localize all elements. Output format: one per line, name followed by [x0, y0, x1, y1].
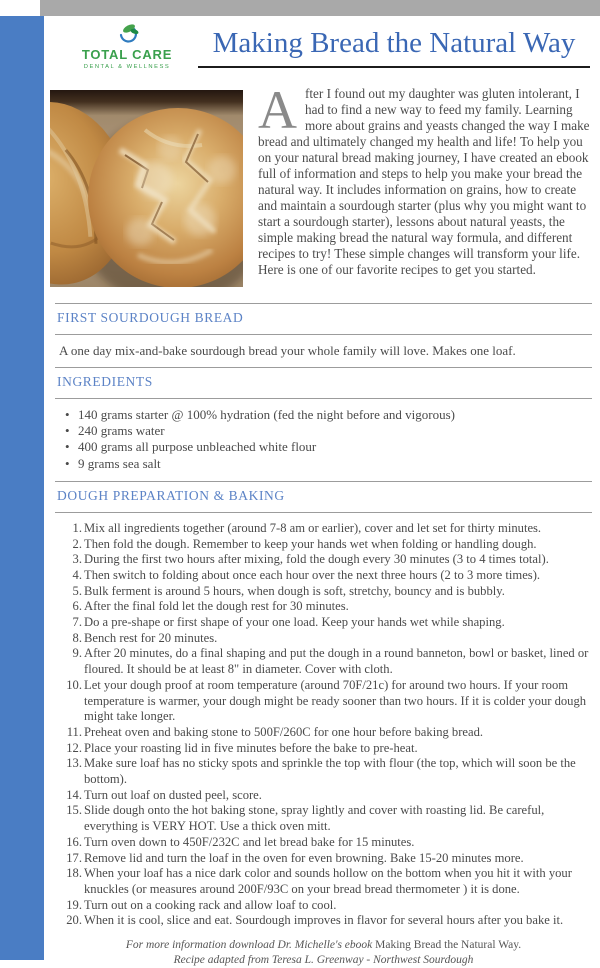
logo-name: TOTAL CARE [81, 47, 173, 62]
step-item [55, 678, 592, 725]
step-item [55, 568, 592, 584]
step-number: 19. [66, 897, 82, 912]
step-number: 16. [66, 834, 82, 849]
step-text: Turn out loaf on dusted peel, score. [84, 787, 262, 802]
step-item [55, 756, 592, 787]
step-item [55, 803, 592, 834]
step-item [55, 615, 592, 631]
step-number: 8. [72, 630, 82, 645]
step-item [55, 599, 592, 615]
step-text: After 20 minutes, do a final shaping and put the dough in a round banneton, bowl or basket, lined or floured. It should be at least 8" in diameter. Cover with cloth. [84, 646, 589, 677]
recipe-description: A one day mix-and-bake sourdough bread your whole family will love. Makes one loaf. [59, 343, 516, 358]
top-gray-strip [40, 0, 600, 16]
page-title: Making Bread the Natural Way [198, 26, 590, 68]
ingredient-item: • 400 grams all purpose unbleached white flour [55, 439, 592, 455]
ingredient-item: • 9 grams sea salt [55, 456, 592, 472]
step-item [55, 898, 592, 914]
step-number: 12. [66, 740, 82, 755]
step-item [55, 584, 592, 600]
step-number: 10. [66, 677, 82, 692]
divider [55, 398, 592, 399]
step-number: 17. [66, 850, 82, 865]
step-item [55, 851, 592, 867]
step-item [55, 521, 592, 537]
step-number: 1. [72, 520, 82, 535]
step-text: Do a pre-shape or first shape of your one load. Keep your hands wet while shaping. [84, 615, 505, 630]
footer [55, 938, 592, 968]
step-item [55, 835, 592, 851]
step-item [55, 537, 592, 553]
divider [55, 334, 592, 335]
divider [55, 303, 592, 304]
footer-line1 [55, 938, 592, 953]
step-text: During the first two hours after mixing, fold the dough every 30 minutes (3 to 4 times total). [84, 552, 549, 567]
step-text: Then switch to folding about once each hour over the next three hours (2 to 3 more times). [84, 567, 541, 582]
ingredients-section-title: INGREDIENTS [57, 374, 153, 389]
step-item [55, 741, 592, 757]
step-number: 4. [72, 567, 82, 582]
intro-text: fter I found out my daughter was gluten intolerant, I had to find a new way to feed my family. Learning more about grains and yeasts changed the way I make bread and ultimately changed my health and life! To help you on your natural bread making journey, I have created an ebook full of information and steps to help you make your bread the natural way. It includes information on grains, how to create and maintain a sourdough starter (plus why you might want to start a sourdough starter), lessons about natural yeasts, the simple making bread the natural way formula, and different recipes to try! These simple changes will transform your life. Here is one of our favorite recipes to get you started. [258, 86, 590, 277]
step-text: Mix all ingredients together (around 7-8 am or earlier), cover and let set for thirty minutes. [84, 520, 542, 535]
divider [55, 481, 592, 482]
ingredients-list [55, 407, 592, 472]
ingredient-item: • 240 grams water [55, 423, 592, 439]
left-accent-bar [0, 16, 44, 960]
step-number: 20. [66, 913, 82, 928]
logo [60, 22, 194, 70]
step-text: Bulk ferment is around 5 hours, when dough is soft, stretchy, bouncy and is bubbly. [84, 583, 505, 598]
footer-line2: Recipe adapted from Teresa L. Greenway - Northwest Sourdough [173, 954, 474, 967]
step-text: Let your dough proof at room temperature (around 70F/21c) for around two hours. If your room temperature is warmer, your dough might be ready sooner than two hours. If it is colder your dough might take longer. [84, 677, 587, 724]
intro-dropcap: A [258, 80, 297, 140]
step-number: 14. [66, 787, 82, 802]
step-text: Place your roasting lid in five minutes before the bake to pre-heat. [84, 740, 418, 755]
step-text: Remove lid and turn the loaf in the oven for even browning. Bake 15-20 minutes more. [84, 850, 524, 865]
step-number: 5. [72, 583, 82, 598]
intro-paragraph [258, 80, 592, 278]
footer-line1-italic: For more information download Dr. Michelle's ebook [125, 939, 373, 952]
step-item [55, 866, 592, 897]
step-item [55, 631, 592, 647]
step-number: 2. [72, 536, 82, 551]
leaf-swoosh-icon [112, 22, 142, 46]
step-text: After the final fold let the dough rest for 30 minutes. [84, 599, 349, 614]
step-text: When your loaf has a nice dark color and sounds hollow on the bottom when you hit it with your knuckles (or measures around 200F/93C on your bread bread thermometer ) it is done. [84, 866, 572, 896]
step-item [55, 913, 592, 929]
step-text: Turn out on a cooking rack and allow loaf to cool. [84, 897, 337, 912]
step-number: 18. [66, 866, 82, 881]
steps-list [55, 521, 592, 929]
step-number: 7. [72, 615, 82, 630]
logo-tagline: DENTAL & WELLNESS [83, 64, 171, 70]
step-text: Slide dough onto the hot baking stone, spray lightly and cover with roasting lid. Be careful, everything is VERY HOT. Use a thick oven mitt. [84, 803, 545, 834]
step-text: Bench rest for 20 minutes. [84, 630, 218, 645]
ingredient-item: • 140 grams starter @ 100% hydration (fed the night before and vigorous) [55, 407, 592, 423]
divider [55, 512, 592, 513]
bread-photo [50, 90, 243, 287]
step-number: 11. [66, 724, 82, 739]
step-number: 3. [72, 552, 82, 567]
step-number: 9. [72, 646, 82, 661]
step-item [55, 646, 592, 677]
step-text: Make sure loaf has no sticky spots and sprinkle the top with flour (the top, which will soon be the bottom). [84, 756, 576, 787]
steps-section-title: DOUGH PREPARATION & BAKING [57, 487, 285, 503]
step-number: 13. [66, 756, 82, 771]
recipe-content [55, 303, 592, 968]
step-item [55, 725, 592, 741]
divider [55, 367, 592, 368]
step-item [55, 788, 592, 804]
step-text: When it is cool, slice and eat. Sourdough improves in flavor for several hours after you bake it. [84, 913, 564, 928]
step-text: Then fold the dough. Remember to keep your hands wet when folding or handling dough. [84, 536, 537, 551]
step-item [55, 552, 592, 568]
step-number: 6. [72, 599, 82, 614]
step-text: Turn oven down to 450F/232C and let bread bake for 15 minutes. [84, 834, 415, 849]
recipe-section-title: FIRST SOURDOUGH BREAD [57, 310, 244, 325]
step-number: 15. [66, 803, 82, 818]
footer-line1-regular: Making Bread the Natural Way. [375, 939, 522, 952]
step-text: Preheat oven and baking stone to 500F/260C for one hour before baking bread. [84, 724, 484, 739]
